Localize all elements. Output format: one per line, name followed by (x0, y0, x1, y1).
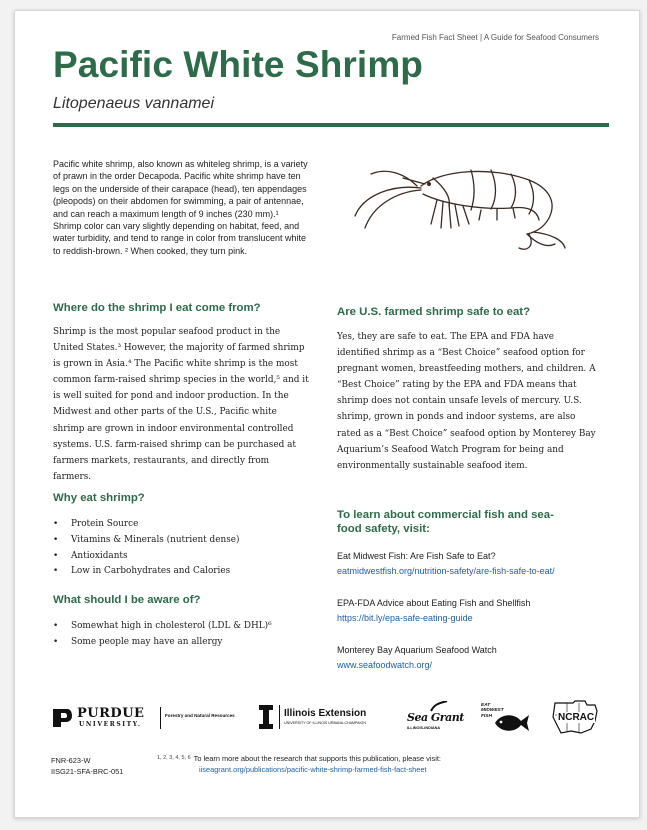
resource-label: EPA-FDA Advice about Eating Fish and Shellfish (337, 598, 531, 608)
intro-paragraph: Pacific white shrimp, also known as whiteleg shrimp, is a variety of prawn in the order Decapoda. Pacific white shrimp have ten legs on the underside of their carapace (head), ten appendages (pleopods) on their abdomen for swimming, a pair of antennae, and can reach a maximum length of 9 inches (230 mm).¹ Shrimp color can vary slightly depending on habitat, feed, and water turbidity, and tend to range in color from translucent white to reddish-brown. ² When cooked, they turn pink. (53, 159, 308, 256)
purdue-wordmark: PURDUE (77, 706, 145, 721)
resource-eat-midwest-fish (337, 549, 555, 579)
resource-label: Eat Midwest Fish: Are Fish Safe to Eat? (337, 551, 496, 561)
ncrac-wordmark: NCRAC (558, 712, 595, 723)
illinois-i-icon (259, 705, 273, 729)
sea-grant-logo (407, 701, 463, 735)
publication-codes (51, 755, 123, 777)
where-paragraph: Shrimp is the most popular seafood product in the United States.³ However, the majority of farmed shrimp is grown in Asia.⁴ The Pacific white shrimp is the most common farm-raised shrimp species in the world,⁵ and it is well suited for pond and indoor production. In the Midwest and other parts of the U.S., Pacific white shrimp are grown in indoor environmental controlled systems. U.S. farm-raised shrimp can be purchased at farmers markets, restaurants, and directly from farmers. (53, 327, 309, 482)
aware-list (53, 619, 309, 651)
heading-why: Why eat shrimp? (53, 492, 145, 504)
list-item: • Low in Carbohydrates and Calories (53, 564, 309, 580)
resource-link[interactable]: eatmidwestfish.org/nutrition-safety/are-fish-safe-to-eat/ (337, 566, 555, 576)
resource-epa-fda (337, 596, 530, 626)
safe-paragraph: Yes, they are safe to eat. The EPA and FDA have identified shrimp as a “Best Choice” seafood option for pregnant women, breastfeeding mothers, and children. A “Best Choice” rating by the EPA and FDA means that shrimp does not contain unsafe levels of mercury. U.S. shrimp, grown in ponds and indoor systems, are also rated as a “Best Choice” seafood option by Monterey Bay Aquarium’s Seafood Watch Program for being and environmentally sustainable seafood item. (337, 332, 596, 471)
purdue-subtext: UNIVERSITY. (79, 721, 142, 728)
resource-link[interactable]: https://bit.ly/epa-safe-eating-guide (337, 613, 473, 623)
purdue-logo (51, 705, 241, 733)
list-item: • Protein Source (53, 517, 309, 533)
publication-code: FNR-623-W (51, 756, 91, 765)
illinois-wordmark: Illinois Extension (284, 708, 367, 719)
list-item: • Vitamins & Minerals (nutrient dense) (53, 533, 309, 549)
resource-link[interactable]: www.seafoodwatch.org/ (337, 660, 433, 670)
shrimp-eye (427, 182, 431, 186)
footer-note-text: To learn more about the research that supports this publication, please visit: (193, 754, 441, 763)
heading-learn-2: food safety, visit: (337, 523, 430, 535)
heading-safe: Are U.S. farmed shrimp safe to eat? (337, 306, 531, 318)
eatfish-wordmark: EAT MIDWEST FISH (481, 703, 504, 719)
list-item: • Somewhat high in cholesterol (LDL & DHL)⁶ (53, 619, 309, 635)
header-tagline: Farmed Fish Fact Sheet | A Guide for Seafood Consumers (391, 33, 599, 42)
publication-code: IISG21-SFA-BRC-051 (51, 767, 124, 776)
scientific-name: Litopenaeus vannamei (53, 95, 215, 112)
publication-link[interactable]: iiseagrant.org/publications/pacific-white-shrimp-farmed-fish-fact-sheet (199, 765, 427, 774)
seagrant-subtext: ILLINOIS-INDIANA (407, 726, 441, 730)
illinois-logo (259, 705, 389, 733)
seagrant-wordmark: Sea Grant (407, 711, 464, 724)
illinois-divider (279, 705, 280, 729)
heading-aware: What should I be aware of? (53, 594, 201, 606)
list-item: • Some people may have an allergy (53, 635, 309, 651)
list-item: • Antioxidants (53, 549, 309, 565)
resource-label: Monterey Bay Aquarium Seafood Watch (337, 645, 497, 655)
heading-learn-1: To learn about commercial fish and sea- (337, 509, 554, 521)
why-list (53, 517, 309, 580)
ncrac-logo (551, 699, 601, 737)
reference-numbers: 1, 2, 3, 4, 5, 6 (157, 755, 191, 761)
illinois-subtext: UNIVERSITY OF ILLINOIS URBANA-CHAMPAIGN (284, 721, 366, 725)
partner-logos (51, 697, 611, 741)
shrimp-illustration (351, 144, 579, 254)
footer-note (157, 753, 441, 775)
eat-midwest-fish-logo (481, 701, 531, 735)
purdue-divider (160, 707, 161, 729)
purdue-p-icon (51, 707, 73, 729)
title-divider (53, 123, 609, 127)
heading-where: Where do the shrimp I eat come from? (53, 302, 261, 314)
fact-sheet-page (14, 10, 640, 818)
purdue-dept: Forestry and Natural Resources (165, 713, 235, 718)
resource-seafood-watch (337, 643, 497, 673)
page-title: Pacific White Shrimp (53, 44, 424, 85)
